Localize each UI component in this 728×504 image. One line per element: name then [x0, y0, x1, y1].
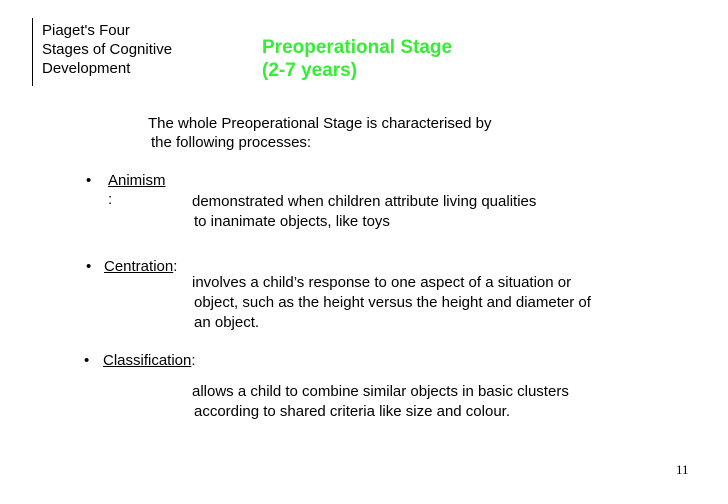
process-term-separator: :: [191, 352, 196, 369]
description-line: object, such as the height versus the height and diameter of: [194, 294, 591, 311]
process-term: Classification: [103, 352, 192, 369]
deck-title-line: Stages of Cognitive: [42, 41, 173, 58]
process-term-separator: :: [173, 258, 178, 275]
bullet-icon: •: [86, 258, 92, 275]
description-line: demonstrated when children attribute living qualities: [192, 193, 537, 210]
deck-title: [42, 21, 212, 78]
slide-title-line: (2-7 years): [262, 60, 358, 81]
description-line: according to shared criteria like size and colour.: [194, 403, 510, 420]
intro-line: the following processes:: [151, 134, 312, 151]
process-description-centration: [192, 273, 591, 333]
process-item-centration: [86, 256, 177, 277]
process-term: Centration: [104, 258, 174, 275]
process-item-classification: [84, 350, 196, 371]
description-line: involves a child’s response to one aspect of a situation or: [192, 274, 572, 291]
page-number: 11: [676, 462, 689, 477]
process-term: Animism: [108, 172, 166, 189]
deck-title-line: Piaget's Four: [42, 22, 130, 39]
bullet-icon: •: [84, 352, 90, 369]
deck-title-line: Development: [42, 60, 131, 77]
slide-title: [262, 36, 452, 82]
process-description-classification: [192, 382, 569, 422]
intro-line: The whole Preoperational Stage is characterised by: [148, 115, 492, 132]
title-side-rule: [32, 18, 33, 86]
intro-text: [148, 114, 492, 152]
bullet-icon: •: [86, 172, 92, 189]
process-description-animism: [192, 192, 536, 232]
description-line: an object.: [194, 314, 260, 331]
process-term-separator: :: [108, 191, 113, 208]
description-line: allows a child to combine similar objects in basic clusters: [192, 383, 569, 400]
slide-title-line: Preoperational Stage: [262, 37, 453, 58]
description-line: to inanimate objects, like toys: [194, 213, 390, 230]
